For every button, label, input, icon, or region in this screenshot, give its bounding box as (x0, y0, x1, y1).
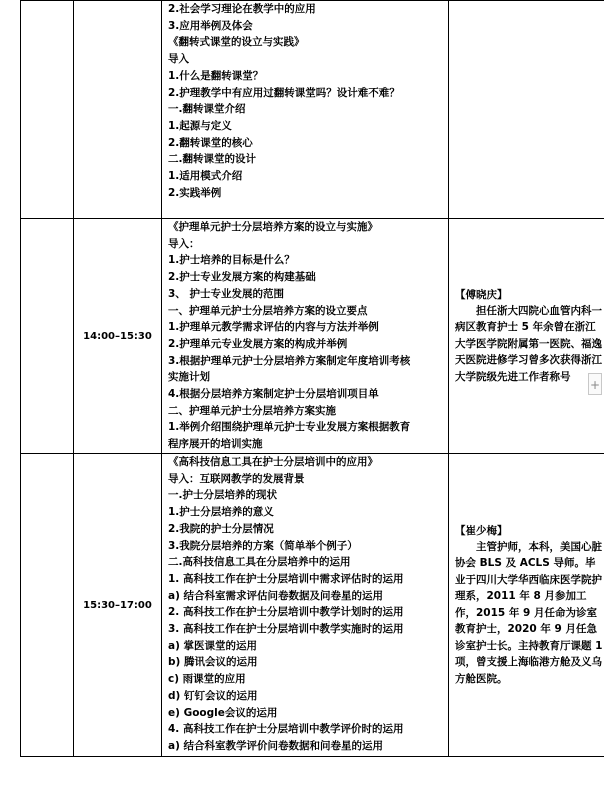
content-line: e) Google会议的运用 (168, 706, 278, 719)
content-cell (162, 1, 449, 219)
content-line: 《护理单元护士分层培养方案的设立与实施》 (168, 221, 378, 233)
content-line: d) 钉钉会议的运用 (168, 689, 258, 702)
content-line: 1.护理单元教学需求评估的内容与方法并举例 (168, 321, 379, 334)
content-line: 1.起源与定义 (168, 119, 232, 132)
content-line: 2.护士专业发展方案的构建基础 (168, 271, 316, 284)
content-line: 4.根据分层培养方案制定护士分层培训项目单 (168, 388, 379, 401)
content-line: 导入： (168, 237, 200, 250)
tutor-name: 【崔少梅】 (455, 524, 508, 537)
content-line: 2.护理教学中有应用过翻转课堂吗？设计难不难？ (168, 86, 400, 99)
content-line: a) 掌医课堂的运用 (168, 639, 258, 652)
blank-cell (21, 1, 74, 219)
content-line: 1.什么是翻转课堂？ (168, 69, 264, 82)
content-cell (162, 454, 449, 757)
add-row-button[interactable]: + (588, 373, 602, 395)
table-row (21, 454, 604, 757)
content-line: 一、护理单元护士分层培养方案的设立要点 (168, 304, 368, 317)
content-cell (162, 219, 449, 454)
blank-cell (21, 219, 74, 454)
tutor-cell (449, 1, 604, 219)
content-line: 1.举例介绍围绕护理单元护士专业发展方案根据教育 (168, 421, 411, 434)
content-line: 程序展开的培训实施 (168, 438, 263, 451)
time-cell: 15:30–17:00 (74, 454, 162, 757)
content-line: 3.我院分层培养的方案（简单举个例子） (168, 539, 358, 552)
content-line: 2.社会学习理论在教学中的应用 (168, 3, 316, 15)
content-line: 3.应用举例及体会 (168, 19, 253, 32)
tutor-bio: 主管护师，本科，美国心脏协会 BLS 及 ACLS 导师。毕业于四川大学华西临床医学院护理系，2011 年 8 月参加工作，2015 年 9 月任命为诊室教育护士，2020 年 9 月任急诊室护士长。主持教育厅课题 1 项，曾支援上海临港方舱及义乌方舱医院。 (455, 540, 603, 685)
content-line: 二、护理单元护士分层培养方案实施 (168, 404, 336, 417)
table-row (21, 219, 604, 454)
content-line: 2. 高科技工作在护士分层培训中教学计划时的运用 (168, 606, 404, 619)
content-line: 3.根据护理单元护士分层培养方案制定年度培训考核 (168, 354, 411, 367)
tutor-cell (449, 219, 604, 454)
content-line: 3. 高科技工作在护士分层培训中教学实施时的运用 (168, 623, 404, 636)
content-line: 1. 高科技工作在护士分层培训中需求评估时的运用 (168, 572, 404, 585)
time-cell (74, 1, 162, 219)
content-line: 2.翻转课堂的核心 (168, 136, 253, 149)
content-line: a) 结合科室教学评价问卷数据和问卷星的运用 (168, 739, 384, 752)
blank-cell (21, 454, 74, 757)
content-line: a) 结合科室需求评估问卷数据及问卷星的运用 (168, 589, 384, 602)
schedule-table (20, 0, 604, 757)
content-line: 2.实践举例 (168, 186, 222, 199)
content-line: 4. 高科技工作在护士分层培训中教学评价时的运用 (168, 723, 404, 736)
content-line: b) 腾讯会议的运用 (168, 656, 258, 669)
content-line: c) 雨课堂的应用 (168, 673, 246, 686)
tutor-bio: 担任浙大四院心血管内科一病区教育护士 5 年余曾在浙江大学医学院附属第一医院、福逸天医院进修学习曾多次获得浙江大学院级先进工作者称号 (455, 304, 602, 383)
content-line: 一.护士分层培养的现状 (168, 489, 277, 502)
content-line: 一.翻转课堂介绍 (168, 103, 246, 116)
content-line: 实施计划 (168, 371, 210, 384)
table-row (21, 1, 604, 219)
content-line: 导入：互联网教学的发展背景 (168, 472, 305, 485)
content-line: 《翻转式课堂的设立与实践》 (168, 36, 305, 49)
content-line: 2.我院的护士分层情况 (168, 522, 274, 535)
content-line: 1.适用模式介绍 (168, 170, 243, 183)
content-line: 二.翻转课堂的设计 (168, 153, 256, 166)
content-line: 2.护理单元专业发展方案的构成并举例 (168, 337, 348, 350)
time-cell: 14:00–15:30 (74, 219, 162, 454)
content-line: 3、 护士专业发展的范围 (168, 287, 284, 300)
tutor-cell (449, 454, 604, 757)
content-line: 1.护士分层培养的意义 (168, 506, 274, 519)
content-line: 《高科技信息工具在护士分层培训中的应用》 (168, 456, 378, 468)
tutor-name: 【傅晓庆】 (455, 288, 508, 301)
content-line: 二.高科技信息工具在分层培养中的运用 (168, 556, 351, 569)
content-line: 1.护士培养的目标是什么？ (168, 254, 295, 267)
content-line: 导入 (168, 53, 189, 66)
